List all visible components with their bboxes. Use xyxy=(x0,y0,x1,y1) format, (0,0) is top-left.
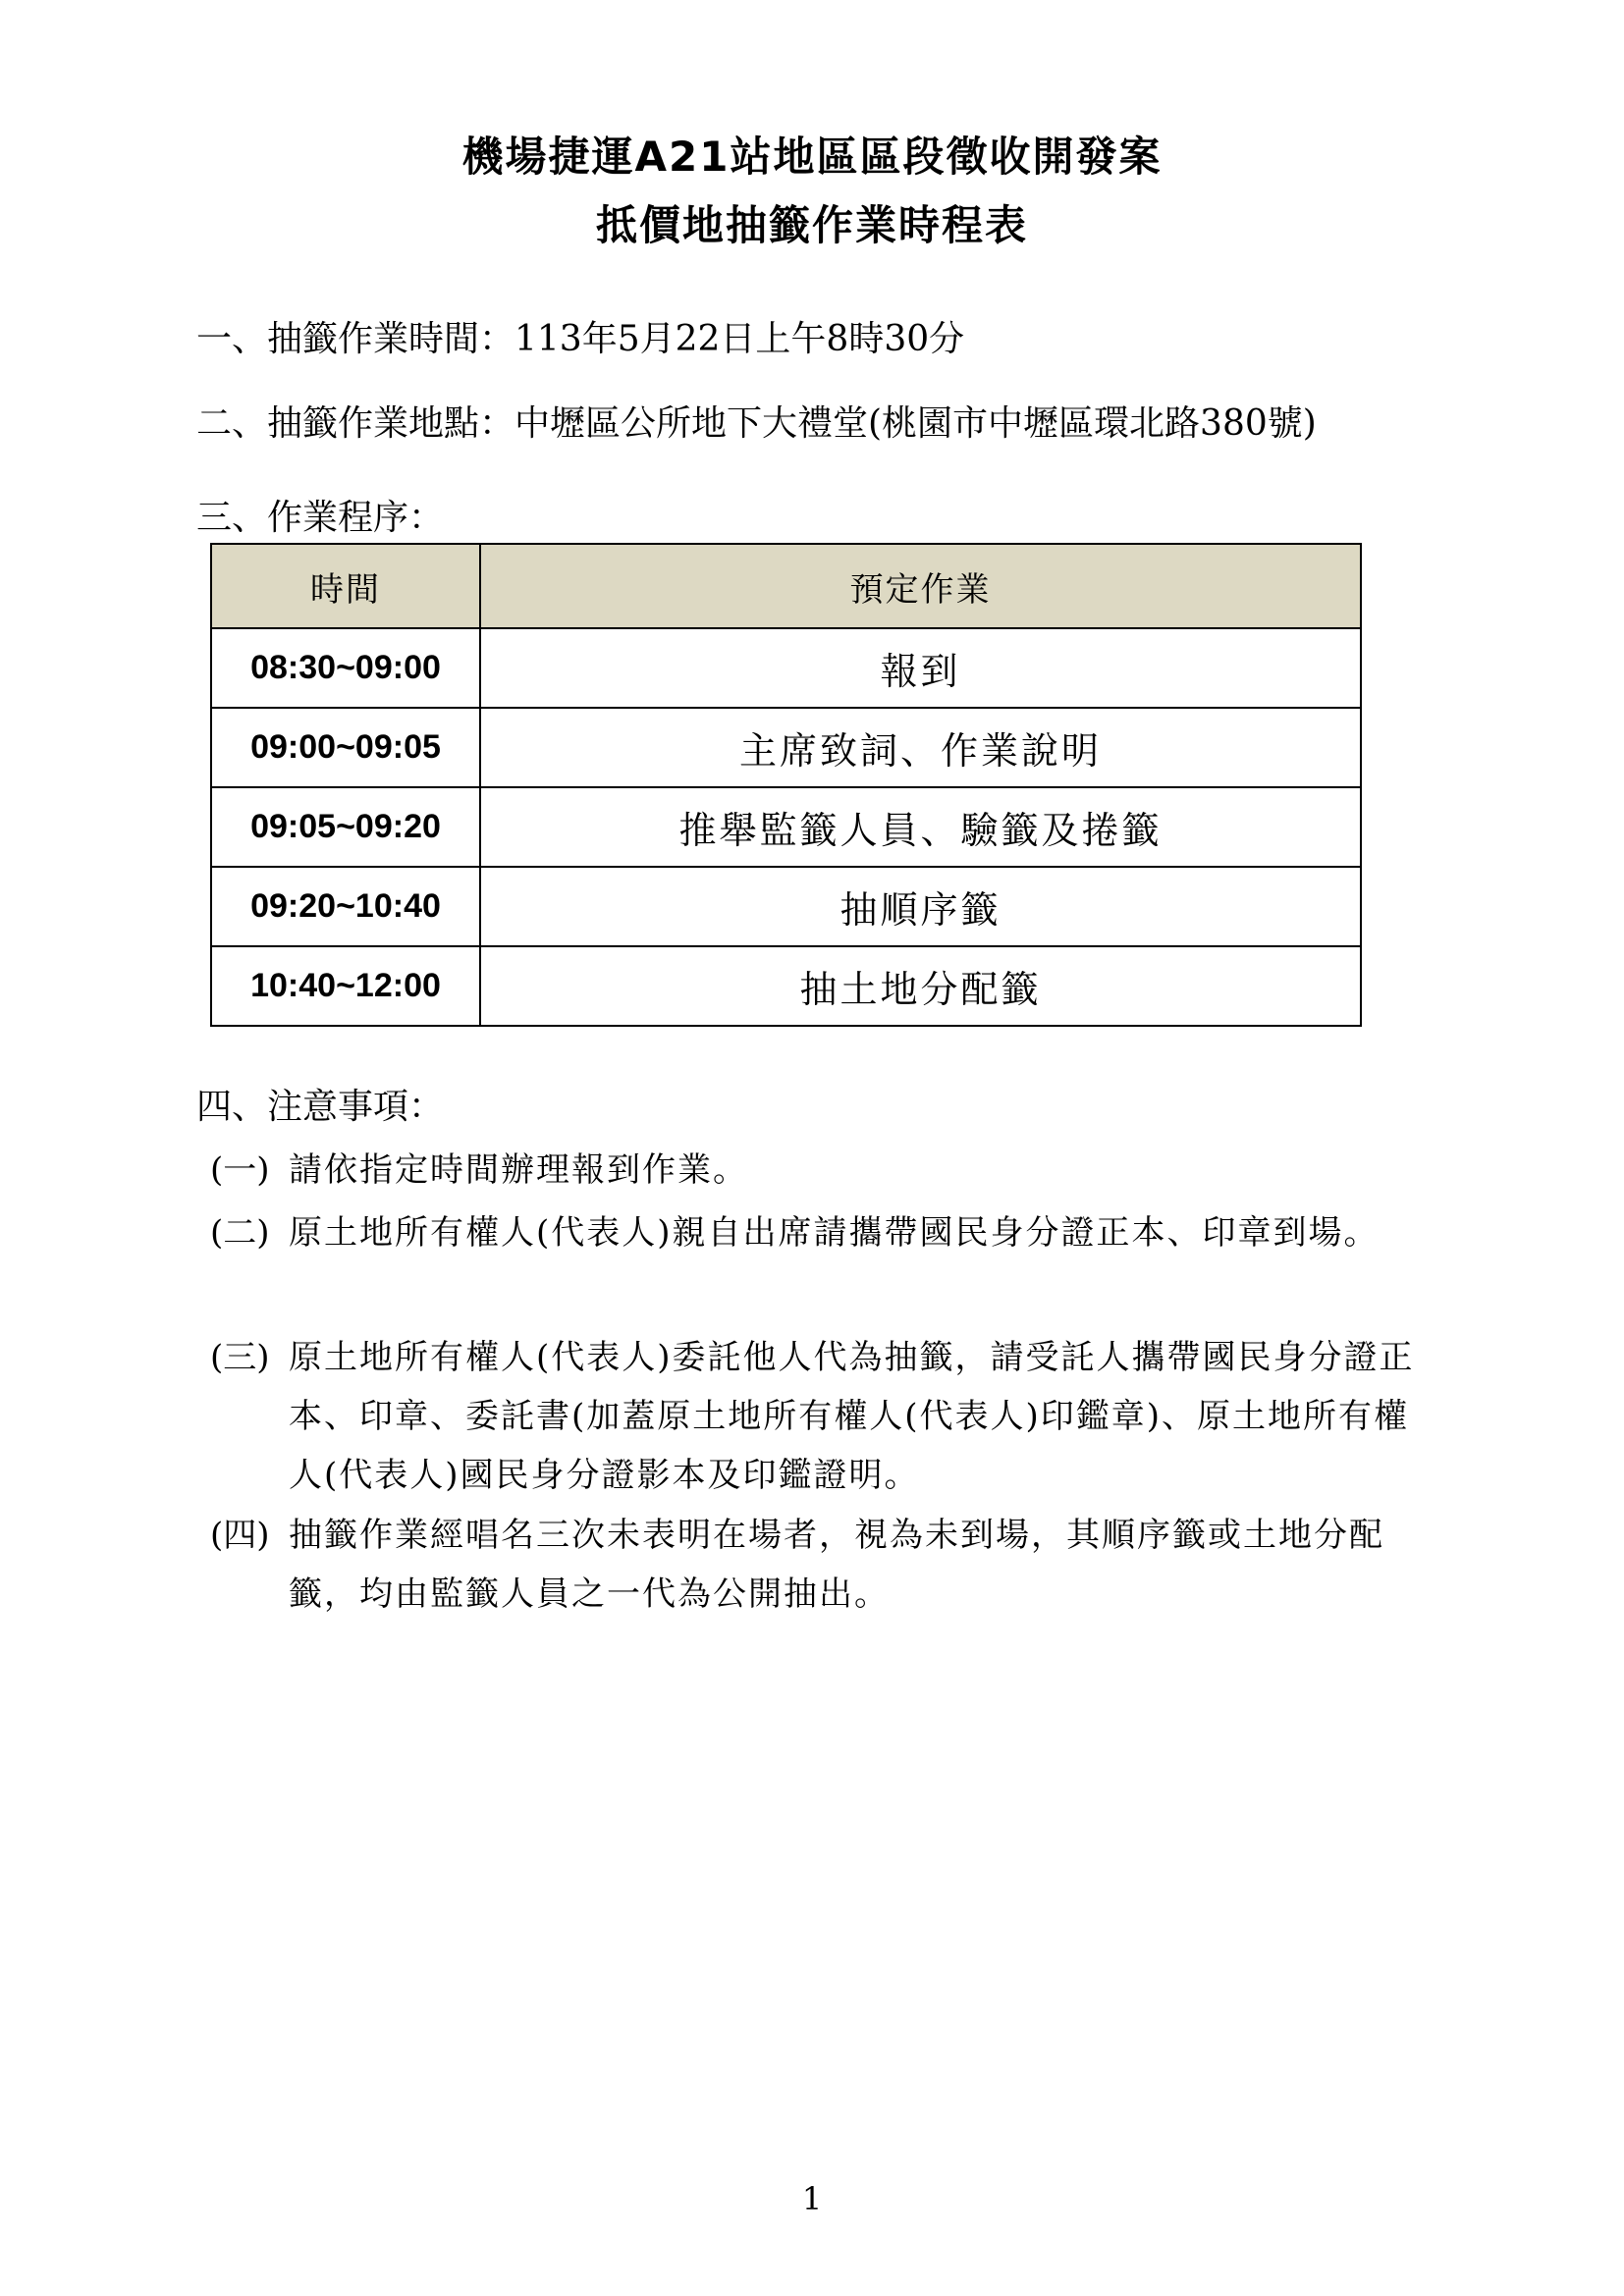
table-row xyxy=(211,946,1361,1026)
task-cell: 抽土地分配籤 xyxy=(480,946,1361,1026)
note-text: 原土地所有權人(代表人)委託他人代為抽籤，請受託人攜帶國民身分證正本、印章、委託書(加蓋原土地所有權人(代表人)印鑑章)、原土地所有權人(代表人)國民身分證影本及印鑑證明。 xyxy=(289,1338,1415,1495)
table-row xyxy=(211,867,1361,946)
drawing-location-line: 二、抽籤作業地點：中壢區公所地下大禮堂(桃園市中壢區環北路380號) xyxy=(196,403,1317,444)
column-header-task: 預定作業 xyxy=(480,544,1361,628)
task-cell: 抽順序籤 xyxy=(480,867,1361,946)
table-row xyxy=(211,708,1361,787)
note-text: 原土地所有權人(代表人)親自出席請攜帶國民身分證正本、印章到場。 xyxy=(289,1213,1380,1253)
time-cell: 10:40~12:00 xyxy=(211,946,480,1026)
note-number: (四) xyxy=(210,1516,270,1555)
table-row xyxy=(211,787,1361,867)
note-number: (一) xyxy=(210,1150,270,1190)
time-cell: 09:05~09:20 xyxy=(211,787,480,867)
note-item xyxy=(210,1328,1428,1505)
schedule-table xyxy=(210,543,1362,1027)
note-text: 請依指定時間辦理報到作業。 xyxy=(289,1150,748,1190)
drawing-time-line: 一、抽籤作業時間：113年5月22日上午8時30分 xyxy=(196,319,965,359)
table-row xyxy=(211,628,1361,708)
page-number: 1 xyxy=(801,2180,823,2217)
notes-heading: 四、注意事項： xyxy=(196,1087,445,1127)
time-cell: 09:20~10:40 xyxy=(211,867,480,946)
schedule-header-row xyxy=(211,544,1361,628)
document-subtitle: 抵價地抽籤作業時程表 xyxy=(595,201,1028,249)
column-header-time: 時間 xyxy=(211,544,480,628)
note-item xyxy=(210,1141,1428,1200)
task-cell: 主席致詞、作業說明 xyxy=(480,708,1361,787)
note-number: (三) xyxy=(210,1338,270,1377)
note-text: 抽籤作業經唱名三次未表明在場者，視為未到場，其順序籤或土地分配籤，均由監籤人員之一代為公開抽出。 xyxy=(289,1516,1384,1614)
note-item xyxy=(210,1506,1428,1624)
task-cell: 報到 xyxy=(480,628,1361,708)
time-cell: 08:30~09:00 xyxy=(211,628,480,708)
note-item xyxy=(210,1203,1428,1262)
time-cell: 09:00~09:05 xyxy=(211,708,480,787)
note-number: (二) xyxy=(210,1213,270,1253)
task-cell: 推舉監籤人員、驗籤及捲籤 xyxy=(480,787,1361,867)
document-title: 機場捷運A21站地區區段徵收開發案 xyxy=(461,133,1163,181)
procedure-heading: 三、作業程序： xyxy=(196,498,445,538)
